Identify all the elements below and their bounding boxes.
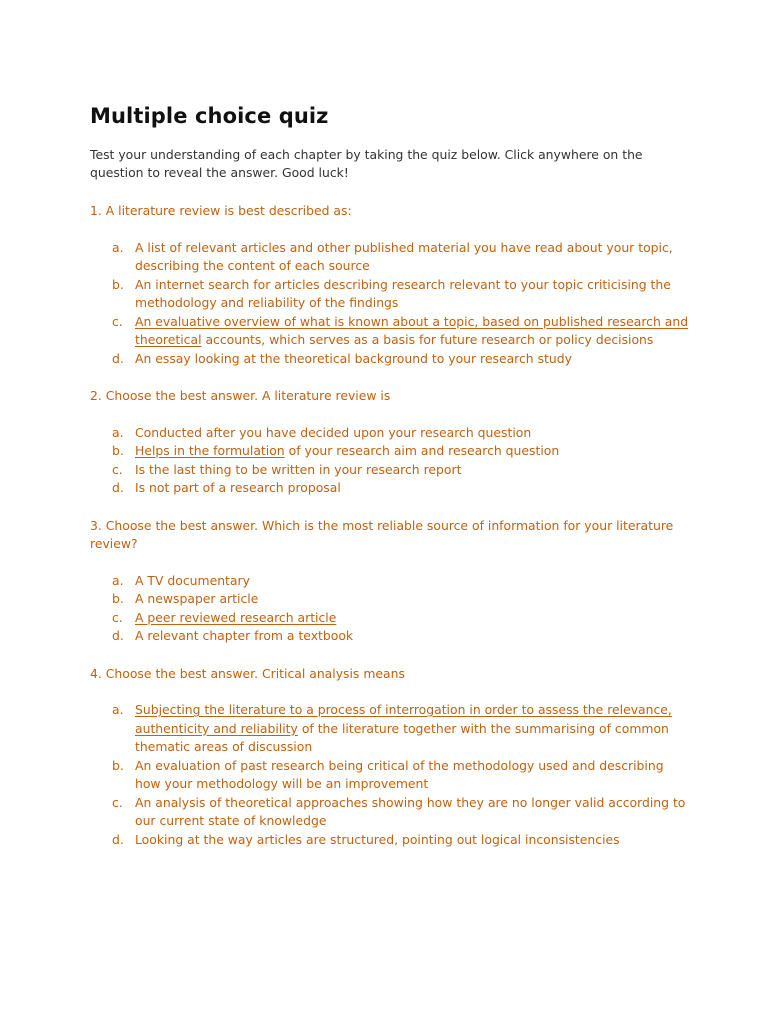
correct-answer-highlight: Helps in the formulation — [135, 443, 285, 458]
option-text: Is not part of a research proposal — [135, 480, 341, 495]
answer-option[interactable] — [90, 313, 690, 350]
option-letter: a. — [112, 572, 124, 588]
question-3[interactable] — [90, 517, 690, 646]
question-text[interactable]: 2. Choose the best answer. A literature review is — [90, 388, 391, 403]
option-text: Looking at the way articles are structured, pointing out logical inconsistencies — [135, 831, 620, 847]
answer-option[interactable] — [90, 350, 690, 369]
answer-option[interactable] — [90, 627, 690, 646]
answer-options — [90, 424, 690, 498]
answer-option[interactable] — [90, 794, 690, 831]
option-letter: c. — [112, 461, 123, 477]
answer-option[interactable] — [90, 831, 690, 850]
option-text: An evaluation of past research being critical of the methodology used and describing how your methodology will be an improvement — [135, 757, 664, 791]
answer-option[interactable] — [90, 757, 690, 794]
option-text: A list of relevant articles and other published material you have read about your topic, describing the content of each source — [135, 239, 673, 273]
answer-options — [90, 239, 690, 369]
correct-answer-highlight: Subjecting the literature to a process of interrogation in order to assess the relevance, authenticity and reliability — [135, 702, 672, 736]
answer-option[interactable] — [90, 442, 690, 461]
option-letter: c. — [112, 609, 123, 625]
answer-option[interactable] — [90, 461, 690, 480]
answer-option[interactable] — [90, 572, 690, 591]
correct-answer-highlight: An evaluative overview of what is known about a topic, based on published research and theoretical — [135, 313, 689, 347]
question-text[interactable]: 3. Choose the best answer. Which is the most reliable source of information for your literature review? — [90, 517, 674, 551]
answer-option[interactable] — [90, 701, 690, 757]
answer-options — [90, 572, 690, 646]
option-text: An essay looking at the theoretical background to your research study — [135, 350, 572, 366]
option-text: of your research aim and research question — [284, 443, 560, 458]
question-list — [90, 202, 690, 849]
option-text: An analysis of theoretical approaches showing how they are no longer valid according to our current state of knowledge — [135, 794, 686, 828]
option-letter: a. — [112, 239, 124, 255]
question-text[interactable]: 4. Choose the best answer. Critical analysis means — [90, 665, 405, 681]
answer-option[interactable] — [90, 609, 690, 628]
answer-option[interactable] — [90, 276, 690, 313]
option-letter: d. — [112, 350, 124, 366]
option-letter: b. — [112, 443, 124, 458]
option-text: A relevant chapter from a textbook — [135, 628, 354, 643]
option-letter: d. — [112, 831, 124, 847]
option-letter: d. — [112, 628, 124, 643]
option-letter: b. — [112, 757, 124, 773]
option-letter: c. — [112, 794, 123, 810]
answer-option[interactable] — [90, 424, 690, 443]
answer-option[interactable] — [90, 479, 690, 498]
answer-options — [90, 701, 690, 849]
question-4[interactable] — [90, 665, 690, 850]
option-letter: a. — [112, 702, 124, 717]
option-text: An internet search for articles describing research relevant to your topic criticising the methodology and reliability of the findings — [135, 276, 671, 310]
page-title: Multiple choice quiz — [90, 104, 329, 128]
question-1[interactable] — [90, 202, 690, 368]
option-text: A TV documentary — [135, 572, 250, 588]
option-text: of the literature together with the summarising of common thematic areas of discussion — [135, 720, 669, 754]
option-text: accounts, which serves as a basis for future research or policy decisions — [201, 332, 654, 347]
option-letter: b. — [112, 276, 124, 292]
correct-answer-highlight: A peer reviewed research article — [135, 609, 337, 625]
option-letter: a. — [112, 424, 124, 440]
answer-option[interactable] — [90, 239, 690, 276]
option-text: Is the last thing to be written in your research report — [135, 461, 462, 477]
option-letter: b. — [112, 591, 124, 606]
option-text: Conducted after you have decided upon your research question — [135, 424, 532, 440]
option-letter: d. — [112, 480, 124, 495]
answer-option[interactable] — [90, 590, 690, 609]
quiz-page — [90, 104, 690, 868]
question-2[interactable] — [90, 387, 690, 498]
option-text: A newspaper article — [135, 591, 259, 606]
question-text[interactable]: 1. A literature review is best described as: — [90, 203, 352, 218]
intro-text: Test your understanding of each chapter by taking the quiz below. Click anywhere on the question to reveal the answer. Good luck! — [90, 147, 643, 180]
option-letter: c. — [112, 313, 123, 329]
